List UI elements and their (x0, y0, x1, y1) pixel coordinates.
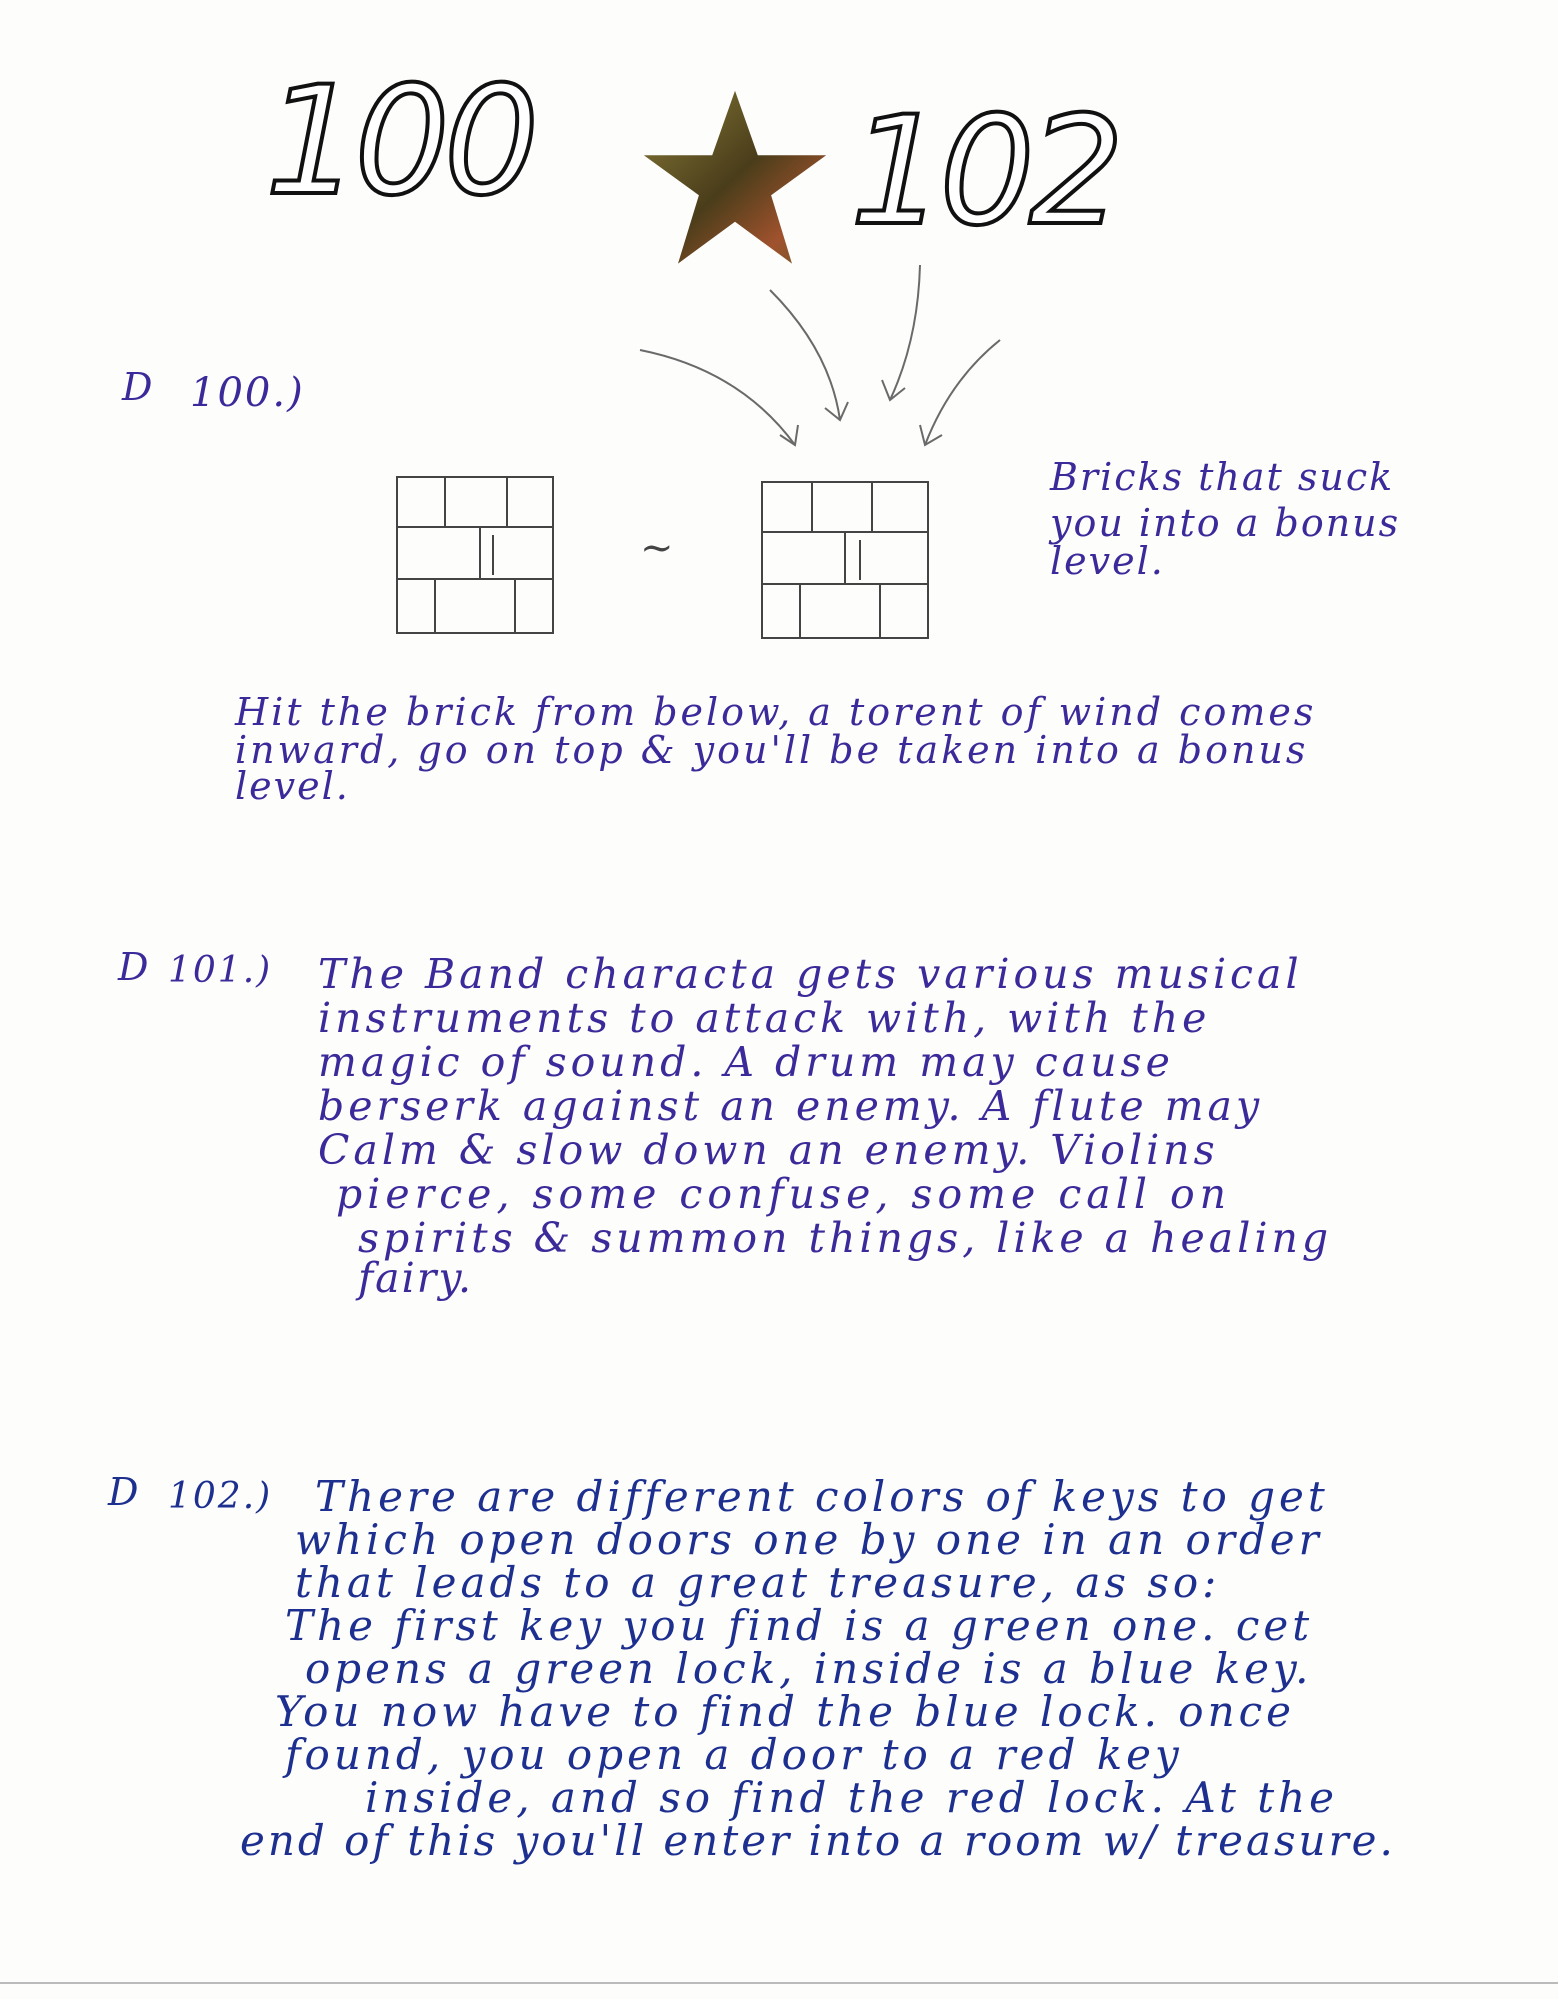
body-line: fairy. (358, 1254, 474, 1302)
side-note-line: level. (1050, 539, 1165, 583)
entry-100-side-note (1050, 455, 1400, 583)
entry-102-bullet: D (108, 1470, 141, 1514)
body-line: opens a green lock, inside is a blue key. (305, 1644, 1313, 1693)
title-left-number: 100 (265, 55, 534, 229)
body-line: inward, go on top & you'll be taken into a bonus (235, 728, 1309, 772)
arrows-drawing (620, 230, 1120, 460)
body-line: There are different colors of keys to get (315, 1472, 1329, 1521)
bottom-scan-line (0, 1982, 1558, 1984)
body-line: You now have to find the blue lock. once (275, 1687, 1296, 1736)
side-note-line: Bricks that suck (1050, 455, 1395, 499)
entry-101-bullet: D (118, 945, 151, 989)
body-line: berserk against an enemy. A flute may (318, 1082, 1264, 1130)
body-line: Hit the brick from below, a torent of wind comes (235, 690, 1317, 734)
body-line: pierce, some confuse, some call on (336, 1170, 1232, 1218)
body-line: The first key you find is a green one. cet (285, 1601, 1314, 1650)
body-line: Calm & slow down an enemy. Violins (318, 1126, 1219, 1174)
entry-100-bullet: D (122, 365, 155, 409)
entry-100-tilde: ~ (640, 525, 676, 571)
entry-102-body (240, 1472, 1441, 1865)
body-line: The Band characta gets various musical (318, 950, 1303, 998)
side-note-line: you into a bonus (1050, 501, 1401, 545)
brick-block-left (395, 475, 555, 635)
brick-block-right (760, 480, 930, 640)
body-line: which open doors one by one in an order (295, 1515, 1323, 1564)
body-line: that leads to a great treasure, as so: (295, 1558, 1221, 1607)
body-line: magic of sound. A drum may cause (318, 1038, 1174, 1086)
body-line: end of this you'll enter into a room w/ treasure. (240, 1816, 1396, 1865)
body-line: level. (235, 764, 350, 808)
title-right-number: 102 (850, 85, 1119, 259)
entry-100-body (235, 690, 1316, 808)
entry-102-number: 102.) (168, 1476, 273, 1517)
body-line: found, you open a door to a red key (285, 1730, 1183, 1779)
entry-100-number: 100.) (190, 370, 305, 416)
body-line: instruments to attack with, with the (318, 994, 1211, 1042)
entry-101-number: 101.) (168, 950, 273, 991)
body-line: spirits & summon things, like a healing (358, 1214, 1333, 1262)
entry-101-body (318, 950, 1333, 1302)
body-line: inside, and so find the red lock. At the (365, 1773, 1338, 1822)
